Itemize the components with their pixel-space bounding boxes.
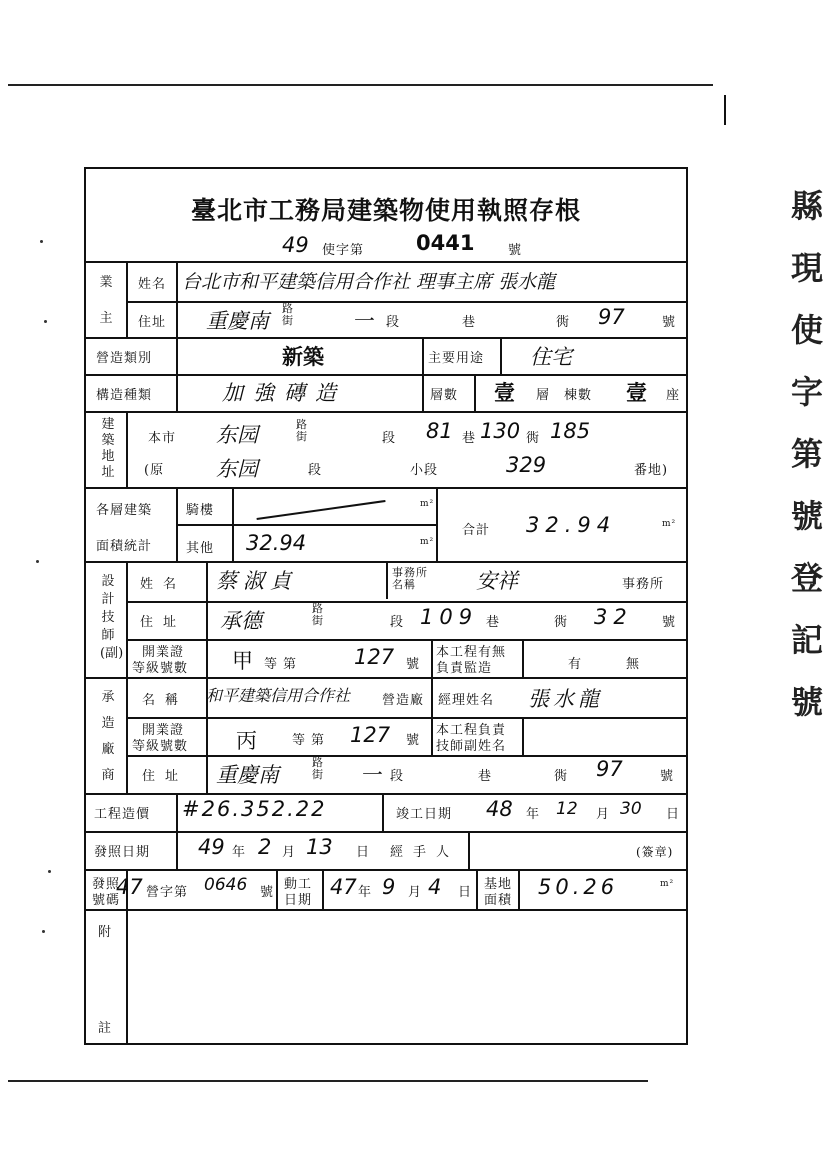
- designer-license-no: 127: [354, 645, 395, 669]
- owner-road-label: [282, 303, 294, 327]
- buildings-unit: 座: [666, 388, 681, 403]
- street-text: 街: [312, 768, 324, 781]
- site-orig-duan-value: 东园: [216, 457, 258, 481]
- contractor-lane-label: 巷: [478, 769, 493, 784]
- license-row-start-month: 9: [382, 875, 396, 899]
- site-lot-label: 番地): [634, 463, 669, 478]
- designer-no-label: 號: [662, 615, 677, 630]
- designer-license-label-2: 等級號數: [132, 661, 189, 676]
- issue-year: 49: [198, 835, 225, 859]
- owner-lane-label: 巷: [462, 315, 477, 330]
- buildings-label: 棟數: [564, 388, 593, 403]
- completion-month: 12: [556, 799, 578, 819]
- designer-road-value: 承德: [220, 609, 262, 633]
- col-line: [431, 639, 433, 677]
- issue-day: 13: [306, 835, 333, 859]
- owner-no-label: 號: [662, 315, 677, 330]
- contractor-duan-label: 段: [390, 769, 405, 784]
- designer-license-label-1: 開業證: [142, 645, 185, 660]
- permit-suffix: 號: [508, 243, 523, 258]
- arcade-label: 騎樓: [186, 503, 215, 518]
- issue-month-label: 月: [282, 845, 297, 860]
- structure-type-value: 加強磚造: [222, 381, 346, 405]
- designer-duan-label: 段: [390, 615, 405, 630]
- site-duan-label: 段: [382, 431, 397, 446]
- designer-lane-label: 巷: [486, 615, 501, 630]
- designer-license-no-label: 號: [406, 657, 421, 672]
- road-text: 路: [296, 418, 308, 431]
- contractor-license-label-2: 等級號數: [132, 739, 189, 754]
- owner-address-value: 重慶南: [206, 309, 269, 333]
- site-alley-value: 130: [480, 419, 521, 443]
- col-line: [276, 869, 278, 909]
- owner-address-label: 住址: [138, 315, 167, 330]
- side-column-text: [790, 175, 824, 733]
- floors-value: 壹: [494, 381, 515, 405]
- side-char: 登: [790, 559, 823, 597]
- contractor-manager-value: 張水龍: [528, 687, 603, 711]
- issue-month: 2: [258, 835, 272, 859]
- floors-unit: 層: [536, 388, 551, 403]
- total-unit: m²: [662, 519, 677, 529]
- license-row-base-label-1: 基地: [484, 877, 513, 892]
- col-line: [431, 677, 433, 755]
- designer-address-label: 住址: [140, 615, 187, 630]
- col-line: [176, 261, 178, 337]
- license-row-start-day: 4: [428, 875, 442, 899]
- completion-year-label: 年: [526, 807, 541, 822]
- site-lane-value: 81: [426, 419, 453, 443]
- completion-day-label: 日: [666, 807, 681, 822]
- issue-year-label: 年: [232, 845, 247, 860]
- col-line: [126, 261, 128, 337]
- license-row-start-month-label: 月: [408, 885, 423, 900]
- site-orig-label: (原: [144, 463, 165, 478]
- designer-office-suffix: 事務所: [622, 577, 665, 592]
- site-road-label: [296, 419, 308, 443]
- contractor-tech-label-2: 技師副姓名: [436, 739, 507, 754]
- scan-speck: [48, 870, 51, 873]
- row-line: [86, 869, 686, 871]
- issue-seal-label: (簽章): [636, 845, 674, 859]
- side-char: 字: [790, 373, 823, 411]
- license-row-year: 47: [116, 875, 143, 899]
- contractor-name-value: 和平建築信用合作社: [206, 686, 351, 705]
- contractor-license-no: 127: [350, 723, 391, 747]
- row-line: [86, 909, 686, 911]
- scan-edge-top: [8, 84, 713, 86]
- col-line: [522, 717, 524, 755]
- owner-name-label: 姓名: [138, 277, 167, 292]
- site-city-label: 本市: [148, 431, 177, 446]
- license-row-start-label-1: 動工: [284, 877, 313, 892]
- col-line: [436, 487, 438, 561]
- license-row-label-2: 號碼: [92, 893, 121, 908]
- contractor-address-label: 住址: [142, 769, 189, 784]
- row-line: [126, 639, 686, 641]
- contractor-license-label-1: 開業證: [142, 723, 185, 738]
- permit-number: 0441: [416, 231, 475, 255]
- permit-year: 49: [282, 233, 309, 257]
- designer-yes-label: 有: [568, 657, 583, 672]
- owner-name-value: 台北市和平建築信用合作社 理事主席 張水龍: [182, 271, 556, 293]
- other-label: 其他: [186, 541, 215, 556]
- completion-year: 48: [486, 797, 513, 821]
- designer-road-label: [312, 603, 324, 627]
- construction-type-value: 新築: [282, 345, 324, 369]
- scan-edge-right: [724, 95, 726, 125]
- main-use-label: 主要用途: [428, 351, 485, 366]
- permit-form: [84, 167, 688, 1045]
- owner-section-label: [98, 265, 114, 337]
- site-alley-label: 衖: [526, 431, 541, 446]
- total-label: 合計: [462, 523, 491, 538]
- notes-label-1: 附: [98, 925, 113, 940]
- side-char: 縣: [790, 187, 823, 225]
- designer-alley-label: 衖: [554, 615, 569, 630]
- contractor-no-value: 97: [596, 757, 623, 781]
- license-row-start-day-label: 日: [458, 885, 473, 900]
- site-small-duan-label: 小段: [410, 463, 439, 478]
- col-line: [232, 487, 234, 561]
- row-line: [126, 601, 686, 603]
- license-row-base-unit: m²: [660, 879, 675, 889]
- completion-label: 竣工日期: [396, 807, 453, 822]
- contractor-section-label: 承造廠商: [101, 690, 115, 783]
- col-line: [518, 869, 520, 909]
- designer-lane-value: 109: [420, 605, 479, 629]
- license-row-permit-label: 營字第: [146, 885, 189, 900]
- structure-type-label: 構造種類: [96, 388, 153, 403]
- designer-no-value: 32: [594, 605, 633, 629]
- issue-label: 發照日期: [94, 845, 151, 860]
- scan-edge-bottom: [8, 1080, 648, 1082]
- designer-grade-label: 等第: [264, 657, 303, 672]
- col-line: [476, 869, 478, 909]
- completion-day: 30: [620, 799, 642, 819]
- site-section-label: 建築地址: [101, 417, 115, 480]
- owner-section-text: 業主: [99, 275, 113, 326]
- contractor-license-no-label: 號: [406, 733, 421, 748]
- col-line: [382, 793, 384, 831]
- license-row-base-label-2: 面積: [484, 893, 513, 908]
- arcade-unit: m²: [420, 499, 435, 509]
- buildings-value: 壹: [626, 381, 647, 405]
- permit-prefix: 使字第: [322, 243, 365, 258]
- contractor-factory-label: 營造廠: [382, 693, 425, 708]
- side-char: 現: [790, 249, 823, 287]
- contractor-tech-label-1: 本工程負責: [436, 723, 507, 738]
- contractor-name-label: 名稱: [142, 693, 189, 708]
- contractor-manager-label: 經理姓名: [438, 693, 495, 708]
- street-text: 街: [282, 314, 294, 327]
- col-line: [206, 561, 208, 793]
- license-row-start-label-2: 日期: [284, 893, 313, 908]
- col-line: [126, 411, 128, 487]
- other-unit: m²: [420, 537, 435, 547]
- construction-type-label: 營造類別: [96, 351, 153, 366]
- issue-handler-label: 經手人: [390, 845, 460, 860]
- form-title: 臺北市工務局建築物使用執照存根: [190, 196, 581, 225]
- col-line: [126, 561, 128, 793]
- col-line: [126, 909, 128, 1043]
- contractor-alley-label: 衖: [554, 769, 569, 784]
- notes-label-2: 註: [98, 1021, 113, 1036]
- col-line: [386, 561, 388, 599]
- road-text: 路: [282, 302, 294, 315]
- license-row-permit-suffix: 號: [260, 885, 275, 900]
- col-line: [176, 793, 178, 831]
- license-row-label-1: 發照: [92, 877, 121, 892]
- designer-no-choice-label: 無: [626, 657, 641, 672]
- designer-supervise-label-1: 本工程有無: [436, 645, 507, 660]
- side-char: 號: [790, 497, 823, 535]
- site-orig-duan-label: 段: [308, 463, 323, 478]
- scan-speck: [42, 930, 45, 933]
- license-row-base-value: 50.26: [538, 875, 619, 899]
- row-line: [126, 717, 686, 719]
- side-char: 記: [790, 621, 823, 659]
- street-text: 街: [296, 430, 308, 443]
- designer-grade-value: 甲: [232, 649, 253, 673]
- license-row-start-year: 47: [330, 875, 357, 899]
- row-line: [86, 411, 686, 413]
- owner-alley-label: 衖: [556, 315, 571, 330]
- designer-office-value: 安祥: [476, 569, 518, 593]
- contractor-no-label: 號: [660, 769, 675, 784]
- site-lot-value: 329: [506, 453, 547, 477]
- owner-no-value: 97: [598, 305, 625, 329]
- col-line: [176, 337, 178, 411]
- col-line: [422, 337, 424, 411]
- designer-supervise-label-2: 負責監造: [436, 661, 493, 676]
- col-line: [322, 869, 324, 909]
- other-value: 32.94: [246, 531, 307, 555]
- owner-duan-label: 段: [386, 315, 401, 330]
- side-char: 使: [790, 311, 823, 349]
- contractor-road-label: [312, 757, 324, 781]
- side-char: 號: [790, 683, 823, 721]
- designer-section-label: 設計技師(副): [100, 574, 124, 661]
- arcade-strikeout: [257, 500, 386, 520]
- designer-name-value: 蔡淑貞: [216, 569, 297, 593]
- contractor-grade-label: 等第: [292, 733, 331, 748]
- license-row-start-year-label: 年: [358, 885, 373, 900]
- main-use-value: 住宅: [530, 345, 572, 369]
- scan-speck: [40, 240, 43, 243]
- site-lane-label: 巷: [462, 431, 477, 446]
- issue-day-label: 日: [356, 845, 371, 860]
- designer-name-label: 姓名: [140, 577, 187, 592]
- col-line: [176, 487, 178, 561]
- scan-speck: [44, 320, 47, 323]
- cost-value: #26.352.22: [182, 797, 327, 821]
- col-line: [468, 831, 470, 869]
- contractor-duan-value: 一: [362, 763, 383, 787]
- col-line: [500, 337, 502, 374]
- designer-office-label: 事務所名稱: [392, 566, 428, 591]
- col-line: [176, 831, 178, 869]
- side-char: 第: [790, 435, 823, 473]
- scan-speck: [36, 560, 39, 563]
- row-line: [126, 301, 686, 303]
- area-section-label-2: 面積統計: [96, 539, 153, 554]
- license-row-permit-no: 0646: [204, 875, 248, 895]
- cost-label: 工程造價: [94, 807, 151, 822]
- street-text: 街: [312, 614, 324, 627]
- site-road-value: 东园: [216, 423, 258, 447]
- floors-label: 層數: [430, 388, 459, 403]
- road-text: 路: [312, 756, 324, 769]
- area-section-label-1: 各層建築: [96, 503, 153, 518]
- row-line: [86, 677, 686, 679]
- contractor-grade-value: 丙: [236, 729, 257, 753]
- owner-duan-value: 一: [354, 309, 375, 333]
- road-text: 路: [312, 602, 324, 615]
- site-no-value: 185: [550, 419, 591, 443]
- row-line: [176, 524, 436, 526]
- col-line: [474, 374, 476, 411]
- completion-month-label: 月: [596, 807, 611, 822]
- col-line: [522, 639, 524, 677]
- total-value: 32.94: [526, 513, 617, 537]
- contractor-road-value: 重慶南: [216, 763, 279, 787]
